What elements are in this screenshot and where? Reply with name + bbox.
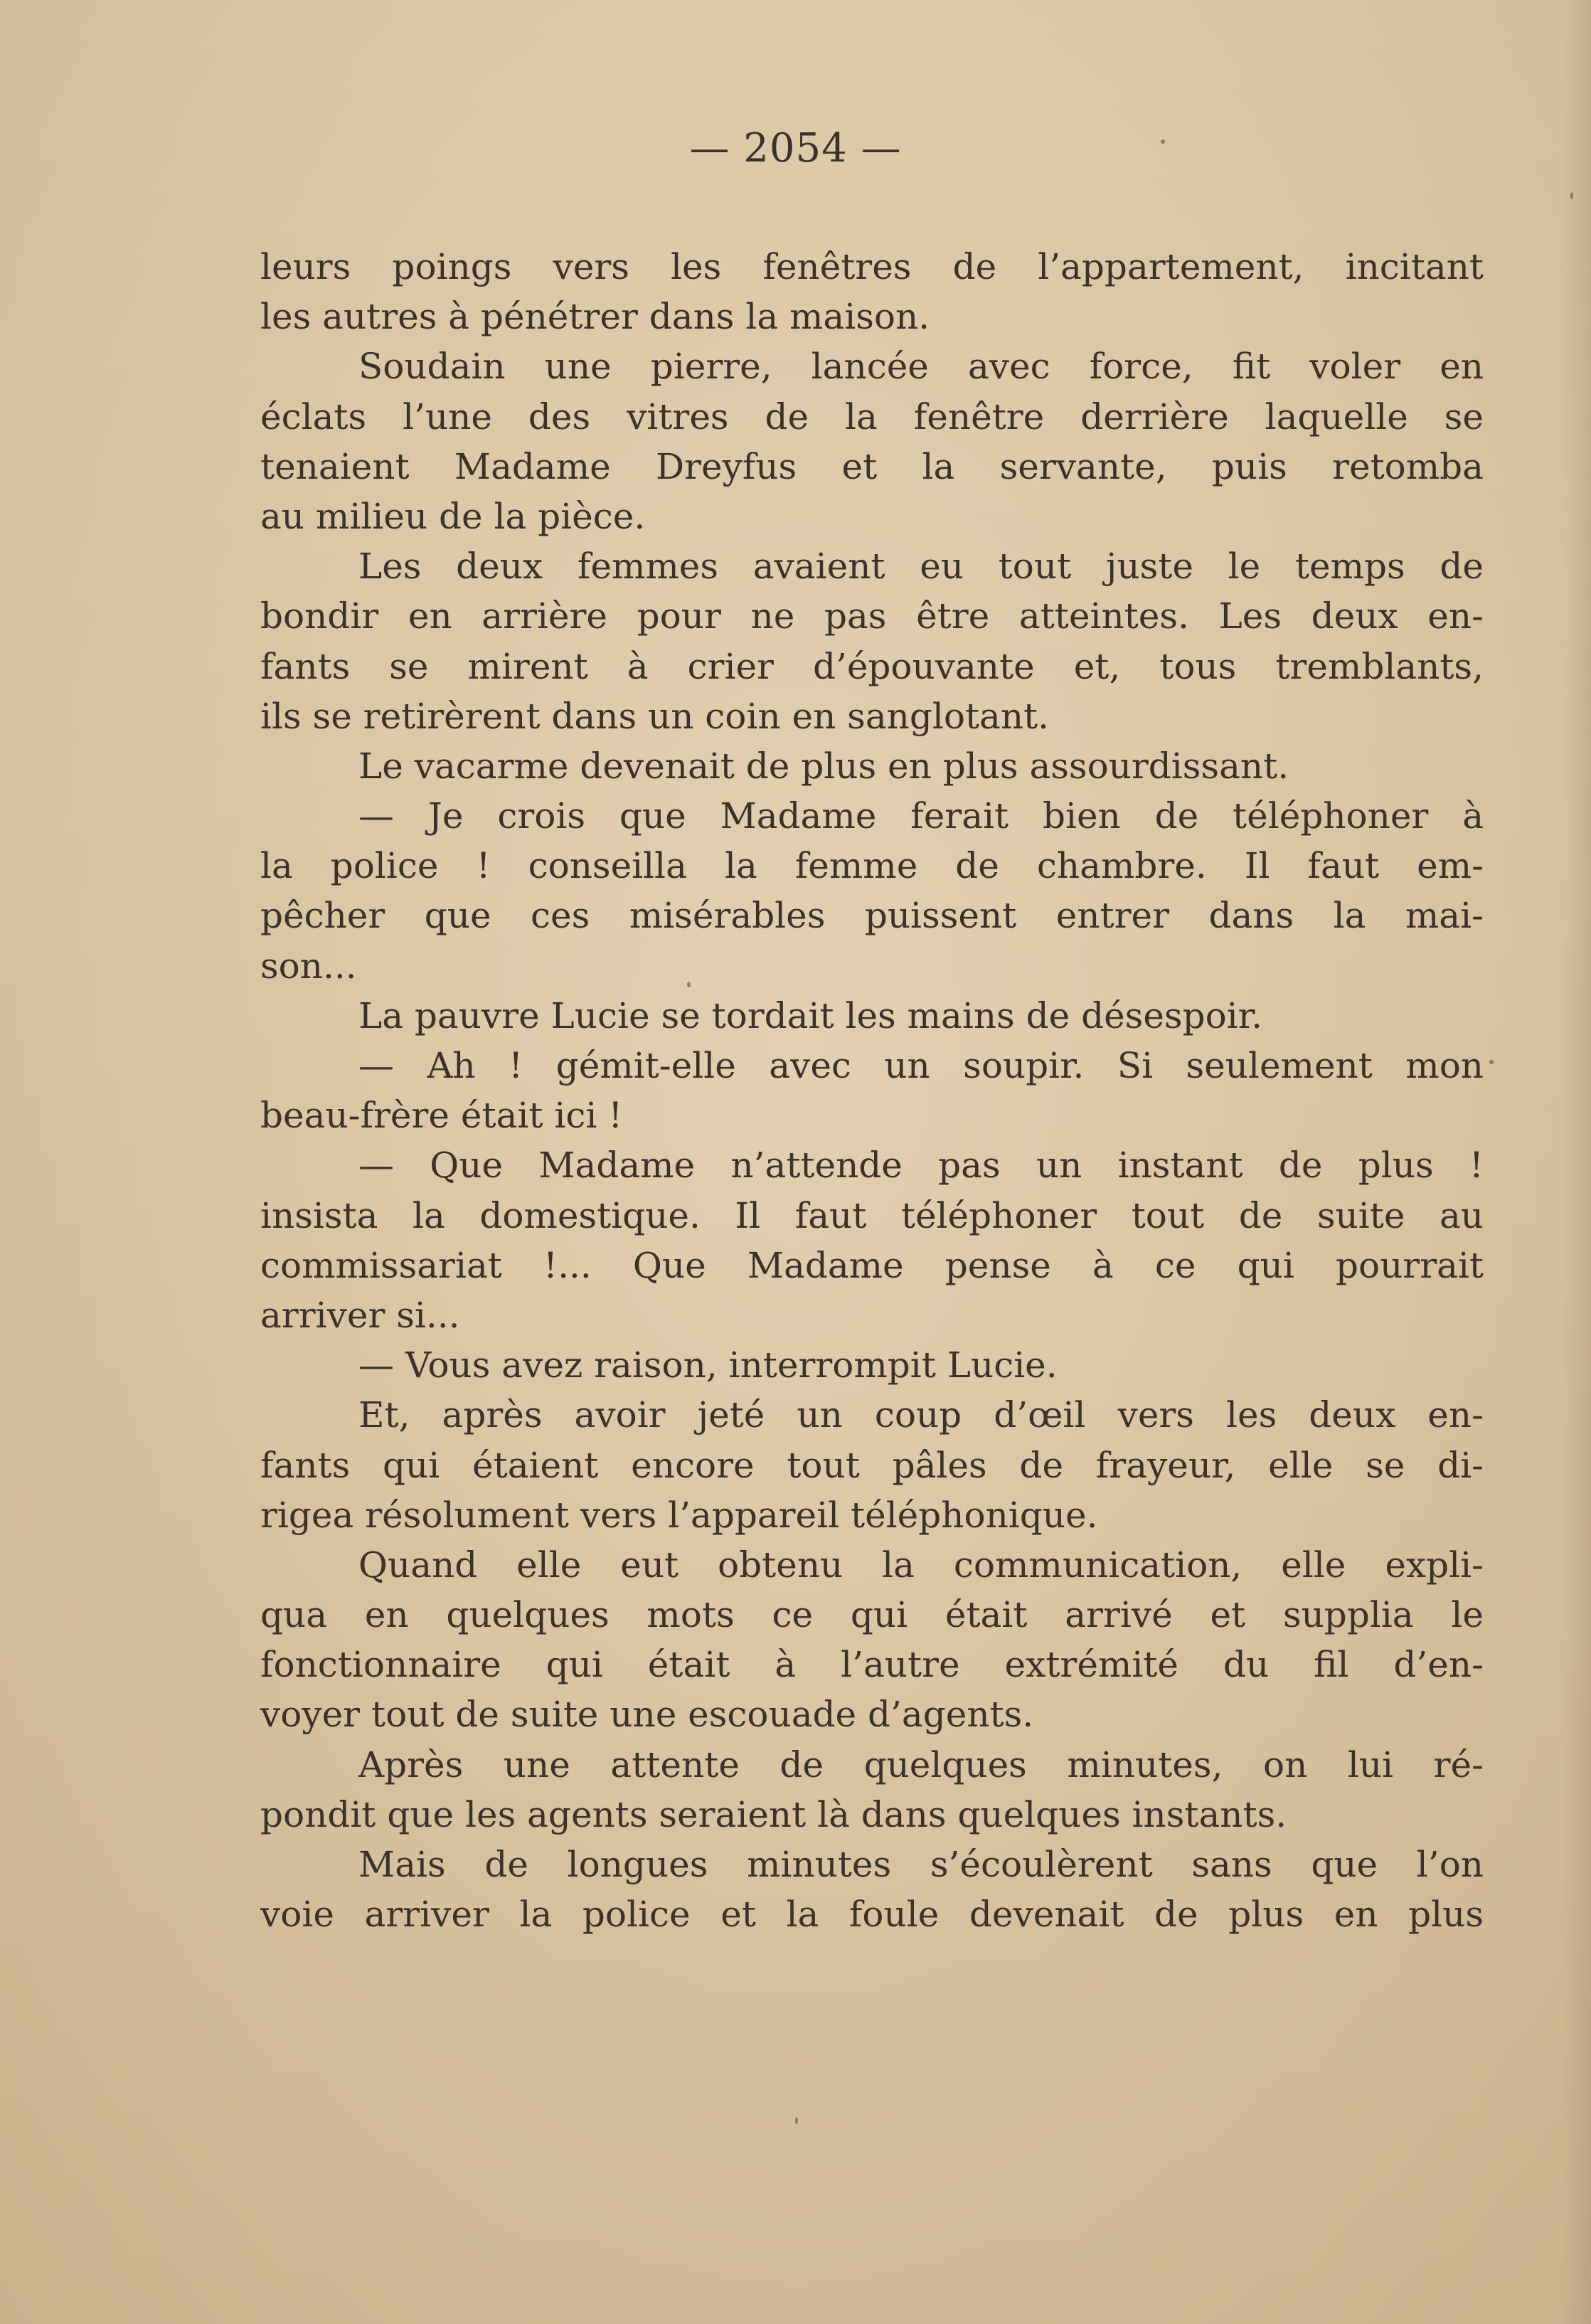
text-line: insista la domestique. Il faut téléphoner tout de suite au [260,1194,1484,1236]
text-line: Mais de longues minutes s’écoulèrent sans que l’on [358,1844,1484,1885]
text-line: rigea résolument vers l’appareil téléphonique. [260,1494,1098,1536]
body-text [260,242,1484,1939]
text-line: leurs poings vers les fenêtres de l’appartement, incitant [260,246,1484,287]
text-line: ils se retirèrent dans un coin en sanglotant. [260,695,1050,737]
text-line: tenaient Madame Dreyfus et la servante, puis retomba [260,445,1484,487]
text-line: voie arriver la police et la foule devenait de plus en plus [260,1894,1484,1936]
text-line: fants se mirent à crier d’épouvante et, tous tremblants, [260,645,1484,687]
text-line: arriver si... [260,1294,460,1336]
text-line: commissariat !... Que Madame pense à ce qui pourrait [260,1244,1484,1286]
text-line: — Je crois que Madame ferait bien de téléphoner à [358,795,1484,837]
text-line: Soudain une pierre, lancée avec force, fit voler en [358,346,1484,388]
text-line: les autres à pénétrer dans la maison. [260,296,930,338]
paper-speck [1489,1060,1494,1064]
text-line: — Ah ! gémit-elle avec un soupir. Si seulement mon [358,1045,1484,1086]
text-line: fonctionnaire qui était à l’autre extrémité du fil d’en- [260,1644,1484,1686]
text-line: — Que Madame n’attende pas un instant de plus ! [358,1145,1484,1187]
text-line: éclats l’une des vitres de la fenêtre derrière laquelle se [260,396,1484,437]
text-line: bondir en arrière pour ne pas être atteintes. Les deux en- [260,595,1484,637]
paper-speck [795,2117,798,2124]
text-line: la police ! conseilla la femme de chambre. Il faut em- [260,845,1484,887]
text-line: son... [260,945,357,987]
text-line: au milieu de la pièce. [260,495,646,537]
page-edge-shadow [1563,0,1591,2324]
text-line: Quand elle eut obtenu la communication, elle expli- [358,1544,1484,1586]
text-line: pondit que les agents seraient là dans quelques instants. [260,1793,1287,1835]
text-line: — Vous avez raison, interrompit Lucie. [358,1344,1058,1386]
text-line: La pauvre Lucie se tordait les mains de désespoir. [358,994,1262,1036]
paper-speck [1570,192,1573,199]
page-number: — 2054 — [689,125,902,171]
paper-speck [687,982,691,987]
text-line: pêcher que ces misérables puissent entrer dans la mai- [260,895,1484,937]
text-line: Et, après avoir jeté un coup d’œil vers les deux en- [358,1394,1484,1436]
text-line: beau-frère était ici ! [260,1095,623,1137]
text-line: qua en quelques mots ce qui était arrivé et supplia le [260,1594,1484,1636]
text-line: Le vacarme devenait de plus en plus assourdissant. [358,745,1289,787]
text-line: Les deux femmes avaient eu tout juste le temps de [358,546,1484,588]
text-line: voyer tout de suite une escouade d’agents. [260,1694,1034,1736]
text-line: fants qui étaient encore tout pâles de frayeur, elle se di- [260,1444,1484,1486]
text-line: Après une attente de quelques minutes, on lui ré- [358,1744,1484,1786]
paper-speck [1161,139,1165,144]
